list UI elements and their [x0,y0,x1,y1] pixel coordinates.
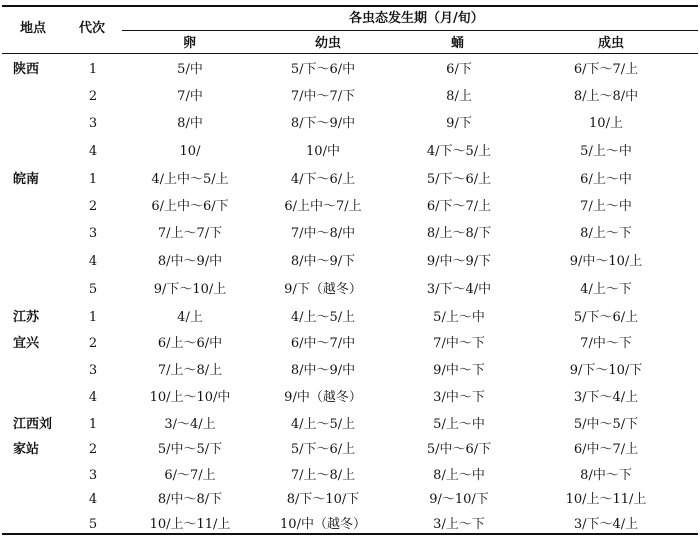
cell-larva: 4/上～5/上 [290,417,356,432]
cell-generation: 1 [88,417,98,432]
cell-adult: 8/上～下 [580,226,632,241]
top-rule [2,5,698,7]
location-jiazhan: 家站 [13,442,40,457]
cell-adult: 8/中～下 [580,468,632,483]
cell-egg: 6/～7/上 [164,468,216,483]
cell-larva: 6/上中～7/上 [284,199,362,214]
cell-egg: 5/中 [177,62,203,77]
cell-adult: 5/下～6/上 [573,310,639,325]
cell-adult: 6/上～中 [580,172,632,187]
cell-larva: 8/中～9/中 [290,363,356,378]
cell-adult: 5/上～中 [580,144,632,159]
header-adult: 成虫 [598,36,625,51]
cell-pupa: 5/下～6/上 [426,172,492,187]
cell-pupa: 8/上～8/下 [426,226,492,241]
cell-larva: 9/下（越冬） [284,282,362,297]
cell-pupa: 9/～10/下 [429,492,489,507]
cell-generation: 4 [88,254,98,269]
cell-generation: 1 [88,62,98,77]
cell-generation: 2 [88,336,98,351]
cell-pupa: 7/中～下 [433,336,485,351]
cell-adult: 9/中～10/上 [569,254,643,269]
cell-adult: 5/中～5/下 [573,417,639,432]
cell-larva: 8/下～9/中 [290,116,356,131]
cell-egg: 10/上～10/中 [149,390,231,405]
cell-larva: 8/中～9/下 [290,254,356,269]
cell-adult: 7/中～下 [580,336,632,351]
cell-larva: 6/中～7/中 [290,336,356,351]
cell-generation: 2 [88,89,98,104]
cell-pupa: 3/中～下 [433,390,485,405]
cell-pupa: 8/上 [446,89,472,104]
cell-egg: 10/ [179,144,201,159]
header-stage-group: 各虫态发生期（月/旬） [349,11,484,26]
cell-egg: 6/上中～6/下 [151,199,229,214]
cell-generation: 2 [88,199,98,214]
cell-larva: 5/下～6/上 [290,442,356,457]
header-pupa: 蛹 [451,36,465,51]
cell-generation: 5 [88,517,98,532]
cell-pupa: 3/上～下 [433,517,485,532]
location-yixing: 宜兴 [13,336,40,351]
location-jiangsu: 江苏 [13,310,40,325]
cell-adult: 6/中～7/上 [573,442,639,457]
cell-generation: 3 [88,468,98,483]
cell-adult: 10/上 [589,116,623,131]
cell-egg: 4/上 [177,310,203,325]
cell-generation: 4 [88,144,98,159]
header-larva: 幼虫 [315,36,342,51]
cell-adult: 3/下～4/上 [573,517,639,532]
bottom-rule [2,533,698,535]
cell-pupa: 9/下 [446,116,472,131]
cell-pupa: 4/下～5/上 [426,144,492,159]
cell-egg: 10/上～11/上 [149,517,231,532]
cell-generation: 4 [88,390,98,405]
cell-egg: 9/下～10/上 [153,282,227,297]
location-wannan: 皖南 [13,172,40,187]
cell-adult: 4/上～下 [580,282,632,297]
header-egg: 卵 [183,36,197,51]
cell-pupa: 5/中～6/下 [426,442,492,457]
cell-pupa: 5/上～中 [433,310,485,325]
cell-generation: 5 [88,282,98,297]
cell-larva: 7/中～8/中 [290,226,356,241]
cell-generation: 1 [88,172,98,187]
cell-generation: 1 [88,310,98,325]
cell-egg: 4/上中～5/上 [151,172,229,187]
cell-pupa: 3/下～4/中 [426,282,492,297]
cell-egg: 8/中～9/中 [157,254,223,269]
cell-adult: 10/上～11/上 [565,492,647,507]
cell-larva: 4/下～6/上 [290,172,356,187]
cell-generation: 4 [88,492,98,507]
cell-larva: 10/中（越冬） [280,517,366,532]
cell-egg: 8/中 [177,116,203,131]
cell-pupa: 6/下～7/上 [426,199,492,214]
group-header-rule [122,30,698,31]
header-location: 地点 [20,21,47,36]
cell-pupa: 8/上～中 [433,468,485,483]
cell-larva: 4/上～5/上 [290,310,356,325]
cell-pupa: 9/中～下 [433,363,485,378]
cell-adult: 9/下～10/下 [569,363,643,378]
cell-egg: 3/～4/上 [164,417,216,432]
cell-larva: 5/下～6/中 [290,62,356,77]
cell-generation: 3 [88,363,98,378]
cell-larva: 7/中～7/下 [290,89,356,104]
cell-egg: 7/上～7/下 [157,226,223,241]
cell-generation: 3 [88,226,98,241]
cell-pupa: 9/中～9/下 [426,254,492,269]
cell-adult: 3/下～4/上 [573,390,639,405]
cell-larva: 8/下～10/下 [286,492,360,507]
cell-pupa: 5/上～中 [433,417,485,432]
cell-egg: 8/中～8/下 [157,492,223,507]
header-bottom-rule [2,53,698,54]
cell-adult: 8/上～8/中 [573,89,639,104]
cell-adult: 7/上～中 [580,199,632,214]
cell-egg: 7/上～8/上 [157,363,223,378]
cell-pupa: 6/下 [446,62,472,77]
cell-egg: 6/上～6/中 [157,336,223,351]
header-generation: 代次 [79,21,106,36]
cell-generation: 3 [88,116,98,131]
cell-generation: 2 [88,442,98,457]
location-shaanxi: 陕西 [13,62,40,77]
cell-egg: 7/中 [177,89,203,104]
cell-larva: 9/中（越冬） [284,390,362,405]
cell-adult: 6/下～7/上 [573,62,639,77]
location-jiangxi: 江西刘 [13,417,53,432]
cell-egg: 5/中～5/下 [157,442,223,457]
cell-larva: 7/上～8/上 [290,468,356,483]
cell-larva: 10/中 [306,144,340,159]
